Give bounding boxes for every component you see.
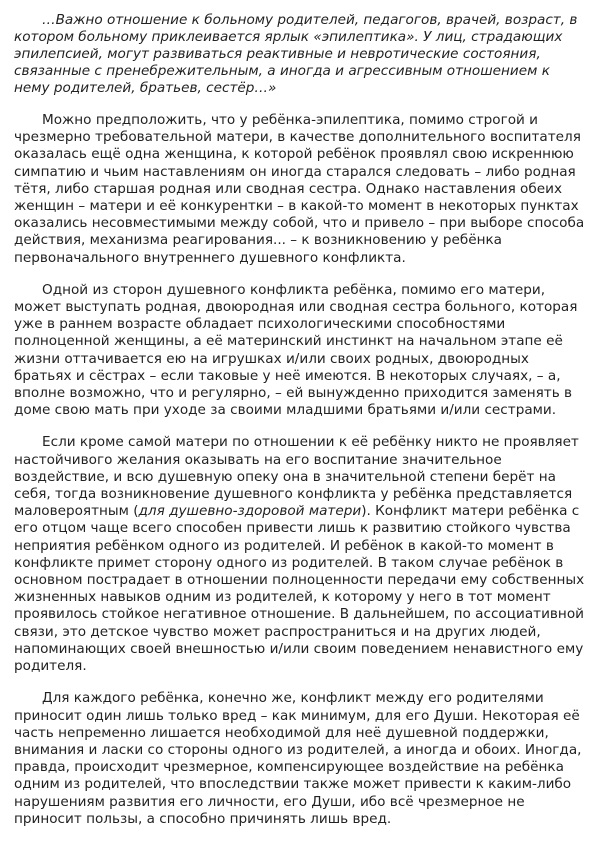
epigraph-quote: …Важно отношение к больному родителей, педагогов, врачей, возраст, в котором больному приклеивается ярлык «эпилептика». У лиц, страдающих эпилепсией, могут развиваться реактивные и невротические состояния, связанные с пренебрежительным, а иногда и агрессивным отношением к нему родителей, братьев, сестёр…» (14, 12, 578, 96)
paragraph-3-before: Если кроме самой матери по отношении к её ребёнку никто не проявляет настойчивого желания оказывать на его воспитание значительное воздействие, и всю душевную опеку она в значительной степени берёт на себя, тогда возникновение душевного конфликта у ребёнка представляется маловероятным ( (14, 434, 579, 520)
paragraph-4: Для каждого ребёнка, конечно же, конфликт между его родителями приносит один лишь только вред – как минимум, для его Души. Некоторая её часть непременно лишается необходимой для неё душевной поддержки, внимания и ласки со стороны одного из родителей, а иногда и обоих. Иногда, правда, происходит чрезмерное, компенсирующее воздействие на ребёнка одним из родителей, что впоследствии также может привести к каким-либо нарушениям развития его личности, его Души, ибо всё чрезмерное не приносит пользы, а способно причинять лишь вред. (14, 690, 582, 827)
document-page (14, 12, 588, 828)
paragraph-3-italic: для душевно-здоровой матери (138, 503, 362, 520)
paragraph-3 (14, 434, 588, 675)
paragraph-3-after: ). Конфликт матери ребёнка с его отцом чаще всего способен привести лишь к развитию стойкого чувства неприятия ребёнком одного из родителей. И ребёнок в какой-то момент в конфликте примет сторону одного из родителей. В таком случае ребёнок в основном пострадает в отношении полноценности передачи ему собственных жизненных навыков одним из родителей, к которому у него в тот момент проявилось стойкое негативное отношение. В дальнейшем, по ассоциативной связи, это детское чувство может распространиться и на других людей, напоминающих своей внешностью и/или своим поведением ненавистного ему родителя. (14, 503, 585, 675)
paragraph-1: Можно предположить, что у ребёнка-эпилептика, помимо строгой и чрезмерно требовательной матери, в качестве дополнительного воспитателя оказалась ещё одна женщина, к которой ребёнок проявлял свою искреннюю симпатию и чьим наставлениям он иногда старался следовать – либо родная тётя, либо старшая родная или сводная сестра. Однако наставления обеих женщин – матери и её конкурентки – в какой-то момент в некоторых пунктах оказались несовместимыми между собой, что и привело – при выборе способа действия, механизма реагирования... – к возникновению у ребёнка первоначального внутреннего душевного конфликта. (14, 112, 585, 266)
paragraph-2: Одной из сторон душевного конфликта ребёнка, помимо его матери, может выступать родная, двоюродная или сводная сестра больного, которая уже в раннем возрасте обладает психологическими способностями полноценной женщины, а её материнский инстинкт на начальном этапе её жизни оттачивается ею на игрушках и/или своих родных, двоюродных братьях и сёстрах – если таковые у неё имеются. В некоторых случаях, – а, вполне возможно, что и регулярно, – ей вынужденно приходится заменять в доме свою мать при уходе за своими младшими братьями и/или сестрами. (14, 281, 578, 419)
